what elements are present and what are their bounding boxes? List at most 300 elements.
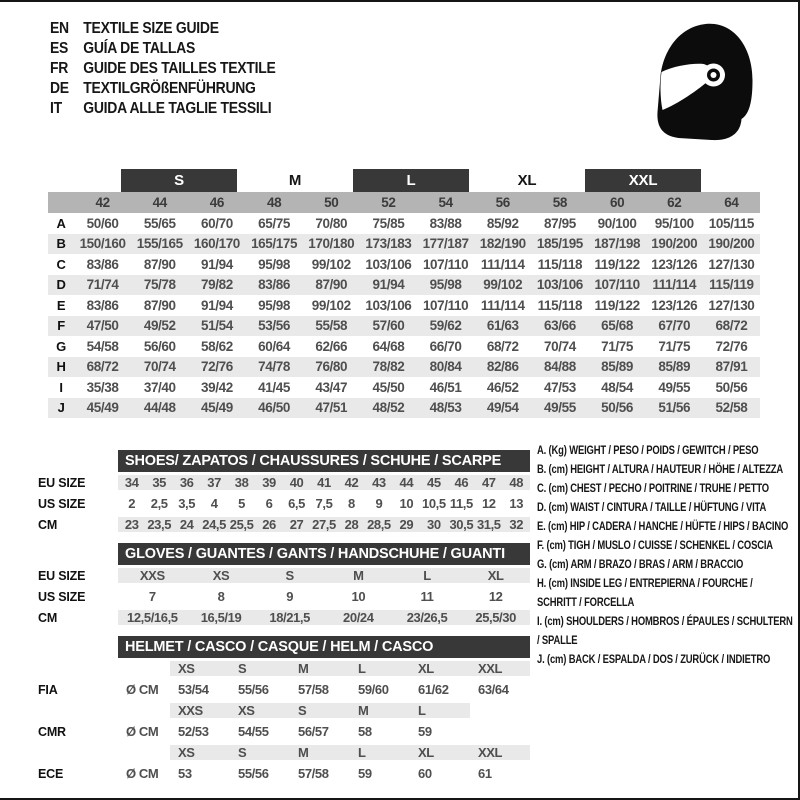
table-cell: 55/65 bbox=[143, 215, 176, 231]
table-cell: 83/86 bbox=[86, 297, 119, 313]
table-cell: 150/160 bbox=[79, 236, 126, 252]
table-cell: 83/86 bbox=[258, 277, 290, 293]
table-cell: 45/49 bbox=[86, 400, 119, 416]
table-cell: 74/78 bbox=[258, 359, 290, 375]
table-cell: 42 bbox=[95, 195, 110, 210]
table-cell: 48/52 bbox=[372, 400, 405, 416]
table-cell: 30 bbox=[420, 517, 447, 532]
table-row bbox=[38, 607, 530, 628]
table-cell: 99/102 bbox=[311, 256, 351, 272]
table-cell: 42 bbox=[338, 475, 365, 490]
table-cell: 64 bbox=[724, 195, 739, 210]
table-cell: CM bbox=[38, 517, 58, 532]
table-cell: 107/110 bbox=[422, 297, 469, 313]
table-cell: 12 bbox=[481, 496, 496, 511]
table-cell: 75/85 bbox=[372, 215, 405, 231]
table-cell: 48/53 bbox=[429, 400, 462, 416]
table-cell: 20/24 bbox=[324, 610, 393, 625]
table-cell: 58 bbox=[358, 724, 372, 739]
table-cell: 7 bbox=[148, 589, 156, 604]
table-cell: 53/54 bbox=[178, 682, 209, 697]
table-cell: 56/57 bbox=[298, 724, 329, 739]
table-cell: 119/122 bbox=[594, 297, 640, 313]
table-cell: S bbox=[255, 568, 324, 583]
table-cell: J bbox=[57, 400, 65, 416]
table-cell: 187/198 bbox=[594, 236, 641, 252]
table-cell: 60 bbox=[418, 766, 432, 781]
table-cell: 71/75 bbox=[658, 338, 691, 354]
table-cell: Ø CM bbox=[126, 724, 159, 739]
table-cell: 83/86 bbox=[86, 256, 119, 272]
table-cell: 57/58 bbox=[298, 766, 329, 781]
table-row bbox=[48, 192, 760, 213]
table-cell: D bbox=[56, 277, 66, 293]
table-cell: L bbox=[410, 703, 470, 718]
table-cell: 59/62 bbox=[429, 318, 462, 334]
size-group-m: M bbox=[288, 172, 302, 189]
table-cell: M bbox=[350, 703, 410, 718]
legend-item: I. (cm) SHOULDERS / HOMBROS / ÉPAULES / SCHULTERN / SPALLE bbox=[537, 616, 793, 647]
table-cell: F bbox=[57, 318, 65, 334]
table-cell: XS bbox=[187, 568, 256, 583]
table-cell: H bbox=[56, 359, 66, 375]
table-cell: 127/130 bbox=[708, 256, 755, 272]
table-cell: 68/72 bbox=[86, 359, 119, 375]
measurement-legend bbox=[537, 442, 793, 670]
table-cell: 173/183 bbox=[365, 236, 412, 252]
table-cell: US SIZE bbox=[38, 589, 86, 604]
table-cell: 95/98 bbox=[429, 277, 462, 293]
table-cell: S bbox=[230, 661, 290, 676]
table-cell: B bbox=[56, 236, 66, 252]
table-cell: 79/82 bbox=[201, 277, 233, 293]
table-cell: 32 bbox=[503, 517, 530, 532]
table-cell: 23/26,5 bbox=[393, 610, 462, 625]
table-cell: 61/63 bbox=[486, 318, 519, 334]
language-row bbox=[50, 99, 275, 119]
shoes-size-grid bbox=[38, 472, 530, 535]
table-cell: 61 bbox=[478, 766, 492, 781]
table-cell: 46/52 bbox=[486, 379, 519, 395]
language-code: FR bbox=[50, 60, 69, 77]
table-cell: L bbox=[350, 661, 410, 676]
table-cell: 91/94 bbox=[201, 256, 233, 272]
language-row bbox=[50, 19, 275, 39]
table-row bbox=[38, 658, 530, 679]
table-cell: 24,5 bbox=[202, 517, 226, 532]
table-cell: 63/64 bbox=[478, 682, 509, 697]
shoes-section-title: SHOES/ ZAPATOS / CHAUSSURES / SCHUHE / SCARPE bbox=[118, 450, 530, 472]
table-cell: 87/90 bbox=[143, 297, 176, 313]
table-cell: 23 bbox=[118, 517, 145, 532]
table-cell: 4 bbox=[210, 496, 218, 511]
table-cell: 54/58 bbox=[86, 338, 119, 354]
table-row bbox=[38, 679, 530, 700]
table-cell: 75/78 bbox=[143, 277, 176, 293]
table-cell: 85/89 bbox=[601, 359, 633, 375]
table-cell: 34 bbox=[118, 475, 145, 490]
table-cell: 70/74 bbox=[143, 359, 176, 375]
table-cell: 78/82 bbox=[372, 359, 405, 375]
table-cell: CM bbox=[38, 610, 58, 625]
table-cell: 155/165 bbox=[136, 236, 183, 252]
table-cell: 46 bbox=[209, 195, 225, 210]
table-cell: 59 bbox=[418, 724, 432, 739]
table-cell: 53 bbox=[178, 766, 192, 781]
table-cell: 2,5 bbox=[150, 496, 168, 511]
table-cell: 182/190 bbox=[479, 236, 526, 252]
table-cell: 60/70 bbox=[201, 215, 233, 231]
table-cell: 62 bbox=[667, 195, 682, 210]
table-cell: 119/122 bbox=[594, 256, 640, 272]
table-cell: 60 bbox=[609, 195, 625, 210]
table-cell: 47 bbox=[475, 475, 502, 490]
table-cell: 99/102 bbox=[483, 277, 523, 293]
table-cell: Ø CM bbox=[126, 766, 159, 781]
table-cell: 83/88 bbox=[429, 215, 462, 231]
table-cell: 48 bbox=[503, 475, 530, 490]
table-cell: 6,5 bbox=[288, 496, 305, 511]
table-row bbox=[38, 586, 530, 607]
table-cell: 28 bbox=[338, 517, 365, 532]
table-cell: 123/126 bbox=[651, 297, 698, 313]
guide-title: TEXTILE SIZE GUIDE bbox=[83, 20, 219, 37]
table-cell: 107/110 bbox=[422, 256, 469, 272]
table-cell: 8 bbox=[348, 496, 355, 511]
table-row bbox=[38, 565, 530, 586]
helmet-section-title: HELMET / CASCO / CASQUE / HELM / CASCO bbox=[118, 636, 530, 658]
table-cell: 51/54 bbox=[201, 318, 233, 334]
table-cell: 39/42 bbox=[201, 379, 233, 395]
textile-size-table bbox=[48, 169, 760, 418]
guide-title: GUIDE DES TAILLES TEXTILE bbox=[83, 60, 276, 77]
table-cell: 87/90 bbox=[143, 256, 176, 272]
size-group-xl: XL bbox=[517, 172, 537, 189]
gloves-size-section bbox=[38, 543, 530, 628]
table-row bbox=[38, 721, 530, 742]
table-cell: 190/200 bbox=[651, 236, 698, 252]
table-cell: M bbox=[324, 568, 393, 583]
table-cell: 58/62 bbox=[201, 338, 233, 354]
table-row bbox=[48, 213, 760, 234]
legend-item: E. (cm) HIP / CADERA / HANCHE / HÜFTE / HIPS / BACINO bbox=[537, 521, 789, 533]
table-cell: XXS bbox=[118, 568, 187, 583]
table-cell: S bbox=[290, 703, 350, 718]
table-cell: 48/54 bbox=[601, 379, 633, 395]
table-cell: 40 bbox=[283, 475, 310, 490]
language-code: EN bbox=[50, 20, 69, 37]
table-cell: 85/92 bbox=[486, 215, 519, 231]
table-cell: 87/90 bbox=[315, 277, 348, 293]
table-cell: 13 bbox=[509, 496, 524, 511]
table-cell: 55/58 bbox=[315, 318, 348, 334]
table-row bbox=[48, 398, 760, 419]
table-cell: 123/126 bbox=[651, 256, 698, 272]
table-cell: 10,5 bbox=[422, 496, 446, 511]
table-cell: 59/60 bbox=[358, 682, 389, 697]
language-row bbox=[50, 79, 275, 99]
table-cell: 27 bbox=[283, 517, 310, 532]
language-title-list bbox=[50, 19, 275, 119]
table-row bbox=[38, 493, 530, 514]
table-row bbox=[48, 357, 760, 378]
table-cell: 52/58 bbox=[715, 400, 748, 416]
table-cell: 44/48 bbox=[143, 400, 176, 416]
table-cell: 107/110 bbox=[594, 277, 640, 293]
legend-item: H. (cm) INSIDE LEG / ENTREPIERNA / FOURCHE / SCHRITT / FORCELLA bbox=[537, 578, 753, 609]
legend-item: B. (cm) HEIGHT / ALTURA / HAUTEUR / HÖHE / ALTEZZA bbox=[537, 464, 784, 476]
table-cell: 90/100 bbox=[597, 215, 637, 231]
table-cell: 65/68 bbox=[601, 318, 633, 334]
table-cell: 49/54 bbox=[486, 400, 519, 416]
table-cell: 95/98 bbox=[258, 297, 290, 313]
table-cell: 18/21,5 bbox=[255, 610, 324, 625]
table-cell: 103/106 bbox=[365, 256, 412, 272]
table-cell: 31,5 bbox=[476, 517, 501, 532]
table-cell: 62/66 bbox=[315, 338, 348, 354]
table-cell: 41/45 bbox=[258, 379, 290, 395]
table-cell: M bbox=[290, 745, 350, 760]
table-cell: 25,5/30 bbox=[461, 610, 530, 625]
language-code: IT bbox=[50, 100, 62, 117]
table-cell: 84/88 bbox=[544, 359, 576, 375]
table-cell: 41 bbox=[310, 475, 337, 490]
table-row bbox=[48, 336, 760, 357]
table-cell: 105/115 bbox=[708, 215, 755, 231]
table-cell: L bbox=[350, 745, 410, 760]
table-cell: 53/56 bbox=[258, 318, 290, 334]
table-row bbox=[48, 275, 760, 296]
table-cell: 56 bbox=[495, 195, 510, 210]
table-cell: 67/70 bbox=[658, 318, 691, 334]
table-cell: 48 bbox=[266, 195, 282, 210]
table-cell: 12,5/16,5 bbox=[118, 610, 187, 625]
table-cell: ECE bbox=[38, 766, 64, 781]
table-cell: 23,5 bbox=[147, 517, 172, 532]
table-cell: 49/55 bbox=[544, 400, 576, 416]
helmet-size-section bbox=[38, 636, 530, 784]
table-cell: 87/95 bbox=[544, 215, 576, 231]
table-row bbox=[38, 700, 530, 721]
table-cell: 47/51 bbox=[315, 400, 348, 416]
table-cell: 70/80 bbox=[315, 215, 348, 231]
table-row bbox=[38, 742, 530, 763]
table-cell: 70/74 bbox=[544, 338, 576, 354]
table-cell: 82/86 bbox=[486, 359, 519, 375]
table-cell: EU SIZE bbox=[38, 568, 86, 583]
table-cell: 115/118 bbox=[537, 297, 583, 313]
measurement-grid bbox=[48, 192, 760, 418]
table-cell: 43/47 bbox=[315, 379, 348, 395]
legend-item: A. (Kg) WEIGHT / PESO / POIDS / GEWITCH / PESO bbox=[537, 445, 759, 457]
legend-item: F. (cm) TIGH / MUSLO / CUISSE / SCHENKEL / COSCIA bbox=[537, 540, 773, 552]
table-cell: 38 bbox=[228, 475, 255, 490]
table-cell: 49/55 bbox=[658, 379, 691, 395]
legend-item: C. (cm) CHEST / PECHO / POITRINE / TRUHE / PETTO bbox=[537, 483, 769, 495]
table-cell: 54/55 bbox=[238, 724, 269, 739]
shoes-size-section bbox=[38, 450, 530, 535]
table-cell: 57/58 bbox=[298, 682, 329, 697]
table-cell: 12 bbox=[488, 589, 503, 604]
table-cell: 85/89 bbox=[658, 359, 691, 375]
guide-title: TEXTILGRÖßENFÜHRUNG bbox=[83, 80, 256, 97]
table-cell: 56/60 bbox=[143, 338, 176, 354]
racing-helmet-icon bbox=[650, 16, 758, 144]
table-cell: I bbox=[59, 379, 63, 395]
language-code: DE bbox=[50, 80, 69, 97]
table-cell: 71/74 bbox=[86, 277, 119, 293]
table-cell: 177/187 bbox=[422, 236, 469, 252]
table-cell: 58 bbox=[552, 195, 568, 210]
gloves-size-grid bbox=[38, 565, 530, 628]
table-cell: 37/40 bbox=[143, 379, 176, 395]
guide-title: GUÍA DE TALLAS bbox=[83, 40, 195, 57]
table-cell: 25,5 bbox=[229, 517, 254, 532]
language-row bbox=[50, 39, 275, 59]
table-cell: 47/53 bbox=[544, 379, 576, 395]
table-cell: 43 bbox=[365, 475, 392, 490]
table-row bbox=[48, 316, 760, 337]
table-cell: 71/75 bbox=[601, 338, 633, 354]
table-cell: 7,5 bbox=[315, 496, 333, 511]
table-cell: 5 bbox=[238, 496, 246, 511]
table-cell: 103/106 bbox=[536, 277, 583, 293]
table-cell: EU SIZE bbox=[38, 475, 86, 490]
helmet-size-grid bbox=[38, 658, 530, 784]
table-cell: 16,5/19 bbox=[187, 610, 256, 625]
table-cell: 50 bbox=[324, 195, 339, 210]
table-row bbox=[38, 514, 530, 535]
table-cell: 55/56 bbox=[238, 682, 269, 697]
table-cell: XS bbox=[170, 661, 230, 676]
table-cell: M bbox=[290, 661, 350, 676]
size-group-l: L bbox=[353, 169, 469, 192]
table-cell: 80/84 bbox=[429, 359, 462, 375]
table-cell: 44 bbox=[393, 475, 420, 490]
table-cell: 46 bbox=[448, 475, 475, 490]
table-cell: 51/56 bbox=[658, 400, 691, 416]
table-cell: 111/114 bbox=[652, 277, 697, 293]
table-cell: 52/53 bbox=[178, 724, 209, 739]
legend-item: J. (cm) BACK / ESPALDA / DOS / ZURÜCK / INDIETRO bbox=[537, 654, 771, 666]
table-cell: 57/60 bbox=[372, 318, 405, 334]
table-cell: 65/75 bbox=[258, 215, 290, 231]
table-row bbox=[48, 254, 760, 275]
table-cell: 11,5 bbox=[449, 496, 473, 511]
guide-title: GUIDA ALLE TAGLIE TESSILI bbox=[83, 100, 272, 117]
table-cell: 66/70 bbox=[429, 338, 462, 354]
table-cell: 60/64 bbox=[258, 338, 290, 354]
table-cell: 103/106 bbox=[365, 297, 412, 313]
table-cell: 27,5 bbox=[312, 517, 336, 532]
table-cell: 9 bbox=[286, 589, 294, 604]
table-cell: 111/114 bbox=[480, 297, 525, 313]
table-cell: E bbox=[56, 297, 66, 313]
table-cell: 52 bbox=[381, 195, 396, 210]
table-cell: 45/50 bbox=[372, 379, 405, 395]
table-cell: XS bbox=[230, 703, 290, 718]
table-cell: US SIZE bbox=[38, 496, 86, 511]
table-cell: 68/72 bbox=[715, 318, 748, 334]
table-cell: 61/62 bbox=[418, 682, 449, 697]
table-cell: 6 bbox=[265, 496, 273, 511]
table-cell: 37 bbox=[200, 475, 227, 490]
table-cell: 47/50 bbox=[86, 318, 119, 334]
table-cell: XL bbox=[461, 568, 530, 583]
table-cell: 76/80 bbox=[315, 359, 348, 375]
table-cell: 24 bbox=[173, 517, 200, 532]
table-row bbox=[38, 472, 530, 493]
size-group-xxl: XXL bbox=[585, 169, 701, 192]
table-cell: L bbox=[393, 568, 462, 583]
table-cell: 35/38 bbox=[86, 379, 119, 395]
table-cell: 95/98 bbox=[258, 256, 290, 272]
table-cell: G bbox=[56, 338, 66, 354]
table-cell: XXL bbox=[470, 745, 530, 760]
table-cell: 72/76 bbox=[715, 338, 748, 354]
table-cell: 3,5 bbox=[178, 496, 196, 511]
table-cell: 10 bbox=[351, 589, 366, 604]
table-cell: FIA bbox=[38, 682, 58, 697]
table-cell: 115/119 bbox=[709, 277, 754, 293]
table-cell: 45/49 bbox=[201, 400, 233, 416]
table-cell: 160/170 bbox=[193, 236, 240, 252]
table-cell: 72/76 bbox=[201, 359, 233, 375]
table-cell: 36 bbox=[173, 475, 200, 490]
table-cell: XXS bbox=[170, 703, 230, 718]
table-cell: 50/56 bbox=[715, 379, 748, 395]
table-row bbox=[38, 763, 530, 784]
table-cell: 44 bbox=[152, 195, 167, 210]
table-cell: 111/114 bbox=[480, 256, 525, 272]
table-row bbox=[48, 234, 760, 255]
size-group-band bbox=[121, 169, 760, 192]
table-cell: 46/51 bbox=[429, 379, 462, 395]
table-cell: 9 bbox=[375, 496, 383, 511]
table-cell: 46/50 bbox=[258, 400, 290, 416]
legend-item: G. (cm) ARM / BRAZO / BRAS / ARM / BRACCIO bbox=[537, 559, 744, 571]
table-cell: 30,5 bbox=[449, 517, 474, 532]
legend-item: D. (cm) WAIST / CINTURA / TAILLE / HÜFTUNG / VITA bbox=[537, 502, 767, 514]
table-row bbox=[48, 377, 760, 398]
table-cell: 28,5 bbox=[367, 517, 391, 532]
table-cell: 170/180 bbox=[308, 236, 355, 252]
table-cell: 26 bbox=[255, 517, 282, 532]
table-cell: 50/60 bbox=[86, 215, 119, 231]
table-cell: 35 bbox=[145, 475, 172, 490]
table-cell: 49/52 bbox=[143, 318, 176, 334]
table-cell: 50/56 bbox=[601, 400, 633, 416]
table-cell: 54 bbox=[438, 195, 453, 210]
table-cell: C bbox=[56, 256, 66, 272]
table-cell: XL bbox=[410, 745, 470, 760]
table-cell: 165/175 bbox=[251, 236, 298, 252]
table-cell: 10 bbox=[399, 496, 414, 511]
table-cell: 2 bbox=[128, 496, 136, 511]
table-cell: 127/130 bbox=[708, 297, 755, 313]
table-cell: 185/195 bbox=[536, 236, 583, 252]
table-cell: S bbox=[230, 745, 290, 760]
table-cell: Ø CM bbox=[126, 682, 159, 697]
gloves-section-title: GLOVES / GUANTES / GANTS / HANDSCHUHE / GUANTI bbox=[118, 543, 530, 565]
table-cell: 45 bbox=[420, 475, 447, 490]
table-cell: 8 bbox=[217, 589, 225, 604]
table-cell: 95/100 bbox=[654, 215, 694, 231]
table-cell: 63/66 bbox=[544, 318, 576, 334]
table-cell: 39 bbox=[255, 475, 282, 490]
table-cell: 11 bbox=[420, 589, 434, 604]
table-cell: XL bbox=[410, 661, 470, 676]
